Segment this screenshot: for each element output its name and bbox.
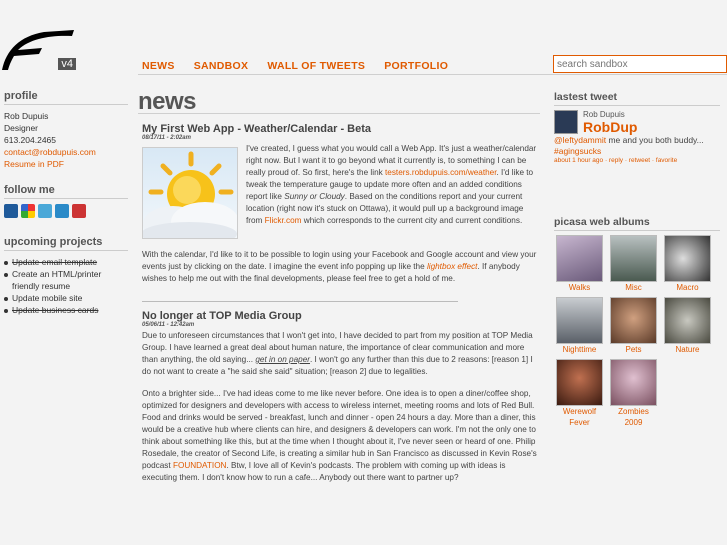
youtube-icon[interactable]	[72, 204, 86, 218]
social-links	[4, 204, 128, 218]
main-nav	[142, 60, 448, 72]
resume-link[interactable]: Resume in PDF	[4, 159, 64, 169]
nav-wall-of-tweets[interactable]: WALL OF TWEETS	[267, 60, 366, 72]
search-input[interactable]	[553, 55, 727, 73]
flickr-link[interactable]: Flickr.com	[264, 216, 302, 225]
avatar[interactable]	[554, 110, 578, 134]
weather-link[interactable]: testers.robdupuis.com/weather	[385, 168, 497, 177]
tweet-meta[interactable]: about 1 hour ago · reply · retweet · favorite	[554, 157, 678, 164]
post-body: I've created, I guess what you would call a Web App. It's just a weather/calendar right now. But I want it to go beyond what it currently is, to something I can be really proud of. So first, here's the link testers.robdupuis.com/weather. I'd like to tweak the temperature gauge to update more often and an added conditions report like Sunny or Cloudy. Based on the conditions report and your current location (right now it's stuck on Ottawa), it would pull up a background image from Flickr.com which corresponds to the current city and current conditions.	[246, 144, 537, 225]
post-title[interactable]: My First Web App - Weather/Calendar - Beta	[142, 123, 372, 135]
foundation-link[interactable]: FOUNDATION	[172, 461, 227, 470]
project-item: Update mobile site	[4, 292, 128, 304]
right-sidebar	[554, 91, 720, 430]
album[interactable]	[556, 359, 603, 430]
album-grid	[556, 235, 720, 430]
tweet-header	[554, 110, 720, 135]
lightbox-link[interactable]: lightbox effect	[426, 262, 478, 271]
weather-app-image	[142, 147, 238, 239]
post-date: 05/06/11 - 12:42am	[142, 322, 195, 328]
album-thumbnail[interactable]	[556, 235, 603, 282]
project-item: Update business cards	[4, 304, 128, 316]
album-thumbnail[interactable]	[610, 297, 657, 344]
album-thumbnail[interactable]	[610, 235, 657, 282]
tweet-handle[interactable]: RobDup	[583, 119, 638, 135]
album[interactable]	[556, 235, 603, 295]
nav-portfolio[interactable]: PORTFOLIO	[384, 60, 449, 72]
profile-heading: profile	[4, 90, 128, 105]
profile-role: Designer	[4, 123, 39, 133]
album-label[interactable]: Nature	[675, 345, 700, 354]
nav-sandbox[interactable]: SANDBOX	[193, 60, 249, 72]
album[interactable]	[610, 297, 657, 357]
main-content	[138, 88, 538, 484]
album-label[interactable]: Zombies 2009	[618, 407, 649, 427]
project-item: Create an HTML/printer friendly resume	[4, 268, 128, 292]
album-thumbnail[interactable]	[610, 359, 657, 406]
post-body: With the calendar, I'd like to it to be possible to login using your Facebook and Google account and view your events just by clicking on the date. I imagine the event info popping up like the lightbox effect. If anybody wishes to help me out with the final developments, please feel free to get a hold of me.	[142, 250, 537, 283]
linkedin-icon[interactable]	[4, 204, 18, 218]
nav-news[interactable]: NEWS	[142, 60, 175, 72]
post-title[interactable]: No longer at TOP Media Group	[142, 310, 302, 322]
albums-heading: picasa web albums	[554, 216, 720, 231]
post-body: Onto a brighter side... I've had ideas come to me like never before. One idea is to open a diner/coffee shop, optimized for designers and developers with access to wireless internet, meeting rooms and lots of Red Bull. Food and drinks would be served - breakfast, lunch and dinner - open 24 hours a day. More than a diner, this would be a creative hub where clients can hire, and designers & developers can work. I'm not the only one to think about something like this, but at the time when I thought about it, I've never seen or heard of one. Philip Rosedale, the creator of Second Life, is creating a similar hub in San Francisco as discussed in Kevin Rose's podcast FOUNDATION. Btw, I love all of Kevin's podcasts. The problem with coming up with ideas is executing them. I don't know how to run a cafe... Anybody out there want to partner up?	[142, 389, 537, 482]
sun-cloud-icon	[143, 148, 238, 239]
album-thumbnail[interactable]	[664, 297, 711, 344]
album[interactable]	[664, 235, 711, 295]
tweet-name: Rob Dupuis	[583, 110, 625, 119]
twitter-icon[interactable]	[38, 204, 52, 218]
post-separator	[142, 301, 458, 302]
album[interactable]	[664, 297, 711, 357]
follow-heading: follow me	[4, 184, 128, 199]
picasa-icon[interactable]	[21, 204, 35, 218]
left-sidebar	[4, 90, 128, 316]
album-label[interactable]: Nighttime	[562, 345, 597, 354]
album-thumbnail[interactable]	[556, 359, 603, 406]
email-link[interactable]: contact@robdupuis.com	[4, 147, 96, 157]
post-body: Due to unforeseen circumstances that I won't get into, I have decided to part from my position at TOP Media Group. I have learned a great deal about human nature, the importance of clear communication and more than anything, the old saying... get in on paper. I won't go any further than this due to 2 reasons: [reason 1] I do not want to create a "he said she said" situation; [reason 2] due to legalities.	[142, 331, 533, 376]
album[interactable]	[556, 297, 603, 357]
album-label[interactable]: Werewolf Fever	[562, 407, 597, 427]
vimeo-icon[interactable]	[55, 204, 69, 218]
album-label[interactable]: Walks	[568, 283, 591, 292]
tweet-text: @leftydammit me and you both buddy... #agingsucks	[554, 135, 704, 156]
page-title: news	[138, 88, 197, 115]
album-thumbnail[interactable]	[556, 297, 603, 344]
album-label[interactable]: Misc	[625, 283, 642, 292]
tweet-mention[interactable]: @leftydammit	[554, 135, 607, 145]
album[interactable]	[610, 359, 657, 430]
album-thumbnail[interactable]	[664, 235, 711, 282]
version-badge: v4	[58, 58, 76, 70]
paper-link[interactable]: get in on paper	[255, 355, 310, 364]
profile-name: Rob Dupuis	[4, 111, 49, 121]
album[interactable]	[610, 235, 657, 295]
tweet-heading: lastest tweet	[554, 91, 720, 106]
post	[142, 123, 538, 285]
post	[142, 310, 538, 484]
album-label[interactable]: Macro	[676, 283, 699, 292]
post-date: 08/17/11 - 2:02am	[142, 135, 191, 141]
projects-heading: upcoming projects	[4, 236, 128, 251]
site-logo[interactable]	[2, 28, 76, 72]
album-label[interactable]: Pets	[625, 345, 642, 354]
project-item: Update email template	[4, 256, 128, 268]
projects-list	[4, 256, 128, 316]
tweet-hashtag[interactable]: #agingsucks	[554, 146, 602, 156]
header-divider	[138, 74, 727, 75]
profile-phone: 613.204.2465	[4, 135, 56, 145]
